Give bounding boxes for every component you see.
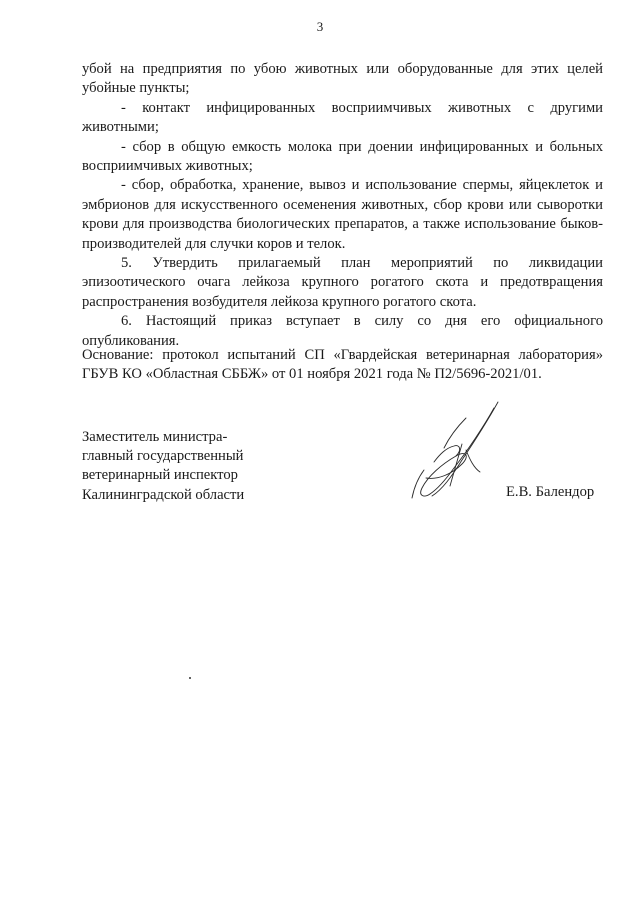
stray-mark [189, 677, 191, 679]
paragraph-item-5: 5. Утвердить прилагаемый план мероприятий по ликвидации эпизоотического очага лейкоза крупного рогатого скота и предотвращения распространения возбудителя лейкоза крупного рогатого скота. [82, 255, 603, 310]
signer-title-line: ветеринарный инспектор [82, 467, 238, 484]
paragraph-milk: - сбор в общую емкость молока при доении инфицированных и больных восприимчивых животных; [82, 138, 603, 175]
signer-name: Е.В. Балендор [506, 484, 595, 500]
signer-title-line: Калининградской области [82, 486, 245, 503]
paragraph-sperm: - сбор, обработка, хранение, вывоз и использование спермы, яйцеклеток и эмбрионов для искусственного осеменения животных, сбор крови или сыворотки крови для производства биологических препаратов, а также использование быков-производителей для случки коров и телок. [82, 177, 603, 252]
signer-title [82, 428, 312, 505]
order-body [82, 60, 603, 351]
handwritten-signature [404, 398, 508, 506]
signer-title-line: Заместитель министра- [82, 429, 228, 445]
paragraph-slaughter: убой на предприятия по убою животных или оборудованные для этих целей убойные пункты; [82, 61, 603, 97]
paragraph-contact: - контакт инфицированных восприимчивых животных с другими животными; [82, 99, 603, 136]
paragraph-item-6: 6. Настоящий приказ вступает в силу со дня его официального опубликования. [82, 313, 603, 349]
signer-title-line: главный государственный [82, 448, 244, 465]
basis-note: Основание: протокол испытаний СП «Гвардейская ветеринарная лаборатория» ГБУВ КО «Областная СББЖ» от 01 ноября 2021 года № П2/5696-2021/01. [82, 347, 603, 383]
page-number: 3 [316, 19, 324, 34]
